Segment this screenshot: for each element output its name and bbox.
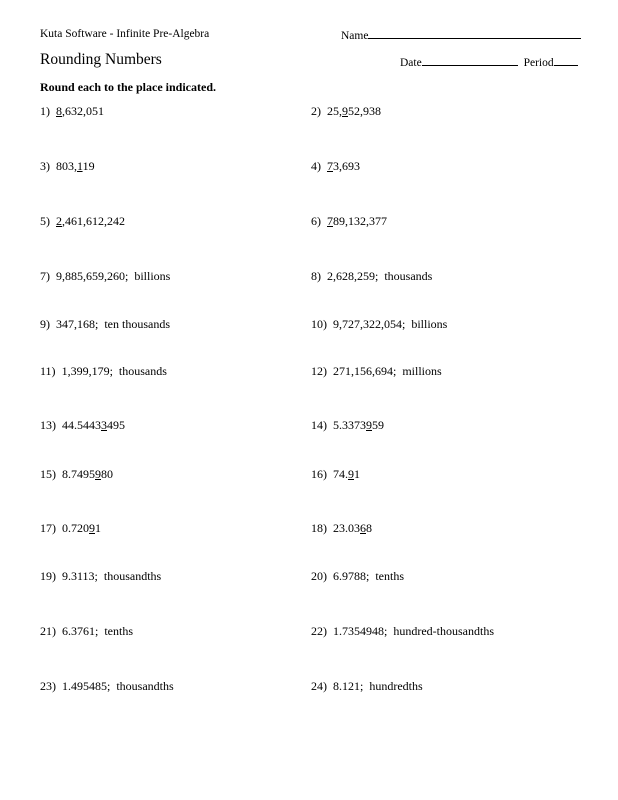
problem-text-rest: 80: [101, 467, 113, 481]
problem-text: 6.9788; tenths: [333, 569, 404, 583]
problem-18: [311, 522, 372, 534]
problem-text: 1,399,179; thousands: [61, 364, 167, 378]
problem-number: 21): [40, 624, 56, 638]
problem-text: 23.03: [333, 521, 360, 535]
underlined-digit: 7: [327, 214, 333, 228]
underlined-digit: 2: [56, 214, 62, 228]
problem-text-rest: 8: [366, 521, 372, 535]
underlined-digit: 9: [366, 418, 372, 432]
problem-number: 9): [40, 317, 50, 331]
problem-number: 15): [40, 467, 56, 481]
date-period-field: [400, 56, 578, 70]
problem-number: 4): [311, 159, 321, 173]
date-label: Date: [400, 57, 422, 69]
underlined-digit: 3: [101, 418, 107, 432]
problem-text: 347,168; ten thousands: [56, 317, 170, 331]
problem-20: [311, 570, 404, 582]
problem-21: [40, 625, 133, 637]
problem-text: 9.3113; thousandths: [62, 569, 162, 583]
underlined-digit: 6: [360, 521, 366, 535]
problem-number: 8): [311, 269, 321, 283]
problem-text: 803,: [56, 159, 77, 173]
problem-text: 25,: [327, 104, 342, 118]
problem-number: 11): [40, 364, 56, 378]
problem-number: 3): [40, 159, 50, 173]
underlined-digit: 9: [95, 467, 101, 481]
underlined-digit: 7: [327, 159, 333, 173]
problem-number: 22): [311, 624, 327, 638]
problem-text-rest: ,632,051: [62, 104, 104, 118]
problem-number: 13): [40, 418, 56, 432]
problem-text: 2,628,259; thousands: [327, 269, 433, 283]
problem-text: 6.3761; tenths: [62, 624, 133, 638]
problem-14: [311, 419, 384, 431]
problem-2: [311, 105, 381, 117]
problem-text: 8.121; hundredths: [333, 679, 423, 693]
problem-text: 9,727,322,054; billions: [333, 317, 448, 331]
problem-number: 1): [40, 104, 50, 118]
problem-15: [40, 468, 113, 480]
problem-number: 7): [40, 269, 50, 283]
underlined-digit: 9: [348, 467, 354, 481]
problem-9: [40, 318, 170, 330]
worksheet-title: Rounding Numbers: [40, 51, 162, 68]
problem-1: [40, 105, 104, 117]
problem-number: 14): [311, 418, 327, 432]
problem-5: [40, 215, 125, 227]
problem-text-rest: 59: [372, 418, 384, 432]
problem-text: 74.: [333, 467, 348, 481]
problem-6: [311, 215, 387, 227]
underlined-digit: 9: [342, 104, 348, 118]
period-label: Period: [523, 57, 554, 69]
problem-text: 0.720: [62, 521, 89, 535]
problem-13: [40, 419, 125, 431]
problem-number: 10): [311, 317, 327, 331]
problem-text: 271,156,694; millions: [333, 364, 442, 378]
instructions: Round each to the place indicated.: [40, 80, 217, 94]
problem-4: [311, 160, 360, 172]
problem-text-rest: 19: [82, 159, 95, 173]
problem-text-rest: 89,132,377: [333, 214, 387, 228]
date-line: [422, 56, 518, 66]
problem-text: 44.5443: [62, 418, 101, 432]
problem-number: 23): [40, 679, 56, 693]
problem-number: 17): [40, 521, 56, 535]
problem-8: [311, 270, 432, 282]
problem-3: [40, 160, 95, 172]
problem-text-rest: 495: [107, 418, 125, 432]
name-label: Name: [341, 30, 369, 42]
problem-17: [40, 522, 101, 534]
problem-text-rest: ,461,612,242: [62, 214, 125, 228]
problem-24: [311, 680, 423, 692]
problem-11: [40, 365, 167, 377]
underlined-digit: 8: [56, 104, 62, 118]
publisher-label: Kuta Software - Infinite Pre-Algebra: [40, 28, 210, 40]
problem-7: [40, 270, 170, 282]
problem-number: 5): [40, 214, 50, 228]
problem-text-rest: 3,693: [333, 159, 360, 173]
problem-number: 18): [311, 521, 327, 535]
problem-16: [311, 468, 360, 480]
problem-number: 16): [311, 467, 327, 481]
problem-12: [311, 365, 442, 377]
problem-number: 6): [311, 214, 321, 228]
problem-text: 1.7354948; hundred-thousandths: [333, 624, 494, 638]
problem-text: 8.7495: [62, 467, 95, 481]
period-line: [554, 56, 578, 66]
problem-10: [311, 318, 447, 330]
problem-text: 5.3373: [333, 418, 366, 432]
problem-number: 19): [40, 569, 56, 583]
name-line: [368, 29, 581, 39]
problem-number: 12): [311, 364, 327, 378]
problem-number: 2): [311, 104, 321, 118]
problem-text: 9,885,659,260; billions: [56, 269, 171, 283]
problem-text: 1.495485; thousandths: [62, 679, 174, 693]
problem-23: [40, 680, 174, 692]
problem-number: 20): [311, 569, 327, 583]
problem-number: 24): [311, 679, 327, 693]
underlined-digit: 1: [77, 159, 83, 173]
problem-text-rest: 1: [354, 467, 360, 481]
name-field: [341, 29, 581, 43]
problem-19: [40, 570, 161, 582]
problem-text-rest: 52,938: [348, 104, 381, 118]
problem-22: [311, 625, 494, 637]
problem-text-rest: 1: [95, 521, 101, 535]
underlined-digit: 9: [89, 521, 95, 535]
